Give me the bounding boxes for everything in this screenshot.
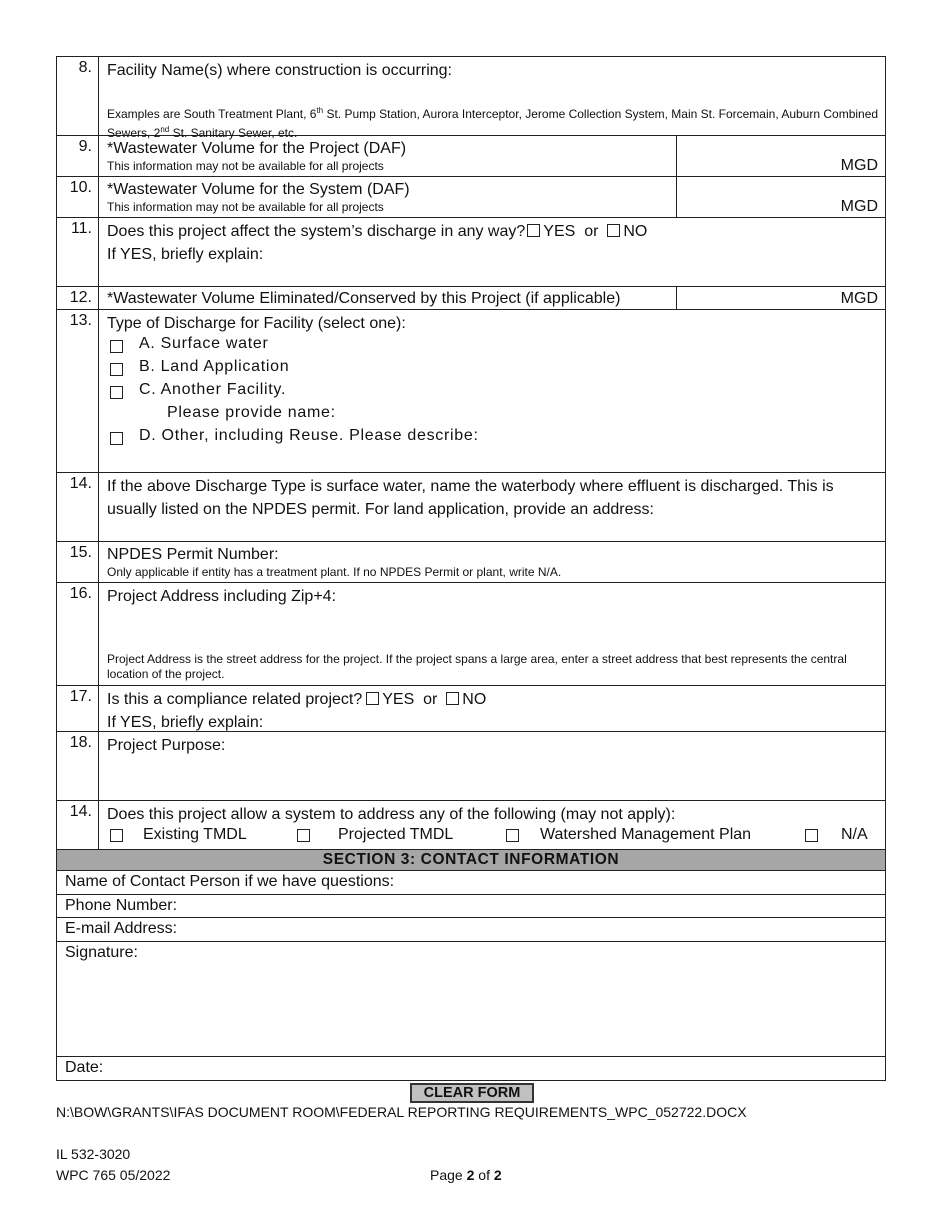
phone-number-field[interactable]: Phone Number: [56,895,886,918]
volume-eliminated-label: *Wastewater Volume Eliminated/Conserved by this Project (if applicable) [107,290,621,307]
option-c-sublabel: Please provide name: [167,404,336,421]
no-checkbox[interactable] [607,224,620,237]
question-text: Does this project affect the system’s discharge in any way? [107,223,526,240]
unit-label: MGD [840,198,878,215]
note-sup: th [316,106,324,115]
row-number: 9. [57,136,99,176]
page-number [430,1167,502,1183]
projected-tmdl-checkbox[interactable] [297,829,310,842]
project-volume-note: This information may not be available for all projects [107,159,384,173]
system-volume-label: *Wastewater Volume for the System (DAF) [107,181,410,198]
plans-question: Does this project allow a system to address any of the following (may not apply): [107,806,676,823]
row-17 [56,686,886,732]
yes-checkbox[interactable] [366,692,379,705]
or-label: or [584,223,599,240]
option-a-label: A. Surface water [139,335,269,352]
row-content [107,220,879,266]
no-label: NO [462,691,487,708]
file-path: N:\BOW\GRANTS\IFAS DOCUMENT ROOM\FEDERAL REPORTING REQUIREMENTS_WPC_052722.DOCX [56,1104,747,1120]
row-9 [56,136,886,177]
project-volume-field[interactable] [676,136,885,176]
signature-field[interactable]: Signature: [56,942,886,1057]
project-volume-label: *Wastewater Volume for the Project (DAF) [107,140,407,157]
row-number: 12. [57,287,99,309]
discharge-type-label: Type of Discharge for Facility (select one): [107,315,406,332]
row-number: 18. [57,732,99,800]
row-content [107,475,879,521]
row-number: 11. [57,218,99,286]
project-purpose-label: Project Purpose: [107,737,226,754]
email-address-field[interactable]: E-mail Address: [56,918,886,942]
form-id: IL 532-3020 [56,1146,131,1162]
section-3-header: SECTION 3: CONTACT INFORMATION [56,849,886,871]
explain-label: If YES, briefly explain: [107,246,264,263]
row-content [107,803,879,826]
page-of: of [474,1167,494,1183]
row-8 [56,56,886,140]
row-16 [56,583,886,686]
clear-form-button[interactable]: CLEAR FORM [410,1083,534,1103]
projected-tmdl-label: Projected TMDL [338,826,454,843]
row-number: 17. [57,686,99,731]
no-checkbox[interactable] [446,692,459,705]
note-sup: nd [160,125,170,134]
facility-name-label: Facility Name(s) where construction is occurring: [107,62,452,79]
row-content [107,585,879,608]
explain-label: If YES, briefly explain: [107,714,264,731]
option-a-checkbox[interactable] [110,340,123,353]
option-d-label: D. Other, including Reuse. Please describe: [139,427,479,444]
row-content [107,59,879,141]
compliance-question [107,688,879,711]
note-part: St. Sanitary Sewer, etc. [169,126,298,140]
watershed-plan-label: Watershed Management Plan [540,826,752,843]
page-total: 2 [493,1167,502,1183]
date-field[interactable]: Date: [56,1057,886,1081]
waterbody-label: If the above Discharge Type is surface water, name the waterbody where effluent is discharged. This is usually listed on the NPDES permit. For land application, provide an address: [107,478,834,518]
row-number: 8. [57,57,99,135]
option-b-checkbox[interactable] [110,363,123,376]
existing-tmdl-label: Existing TMDL [143,826,247,843]
form-revision: WPC 765 05/2022 [56,1167,171,1183]
row-number: 14. [57,473,99,541]
or-label: or [423,691,438,708]
row-12 [56,287,886,310]
row-11 [56,218,886,287]
contact-person-field[interactable]: Name of Contact Person if we have questions: [56,871,886,895]
note-part: Examples are South Treatment Plant, 6 [107,107,317,121]
no-label: NO [623,223,648,240]
system-volume-note: This information may not be available for all projects [107,200,384,214]
option-c-label: C. Another Facility. [139,381,287,398]
row-number: 13. [57,310,99,472]
row-14-plans [56,801,886,849]
row-number: 10. [57,177,99,217]
row-number: 16. [57,583,99,685]
row-14-waterbody [56,473,886,542]
row-number: 14. [57,801,99,849]
row-content [107,688,879,734]
row-content [107,544,879,580]
row-content [107,734,879,757]
volume-eliminated-field[interactable] [676,287,885,309]
row-13 [56,310,886,473]
option-c-checkbox[interactable] [110,386,123,399]
unit-label: MGD [840,290,878,307]
yes-checkbox[interactable] [527,224,540,237]
yes-label: YES [543,223,576,240]
row-content [107,312,879,335]
row-number: 15. [57,542,99,582]
project-address-note: Project Address is the street address for the project. If the project spans a large area, enter a street address that best represents the central location of the project. [107,652,847,681]
row-15 [56,542,886,583]
existing-tmdl-checkbox[interactable] [110,829,123,842]
na-checkbox[interactable] [805,829,818,842]
watershed-plan-checkbox[interactable] [506,829,519,842]
row-10 [56,177,886,218]
project-address-label: Project Address including Zip+4: [107,588,337,605]
page-word: Page [430,1167,467,1183]
note-part: St. Pump Station, Aurora Interceptor, Jerome Collection System, Main St. Forcemain, Auburn Combined Sewers, 2 [107,107,879,140]
unit-label: MGD [840,157,878,174]
question-text: Is this a compliance related project? [107,691,363,708]
npdes-label: NPDES Permit Number: [107,546,279,563]
option-b-label: B. Land Application [139,358,290,375]
yes-label: YES [382,691,415,708]
system-volume-field[interactable] [676,177,885,217]
discharge-affect-question [107,220,879,243]
row-18 [56,732,886,801]
page-current: 2 [466,1167,475,1183]
option-d-checkbox[interactable] [110,432,123,445]
na-label: N/A [841,826,868,843]
npdes-note: Only applicable if entity has a treatment plant. If no NPDES Permit or plant, write N/A. [107,565,562,579]
